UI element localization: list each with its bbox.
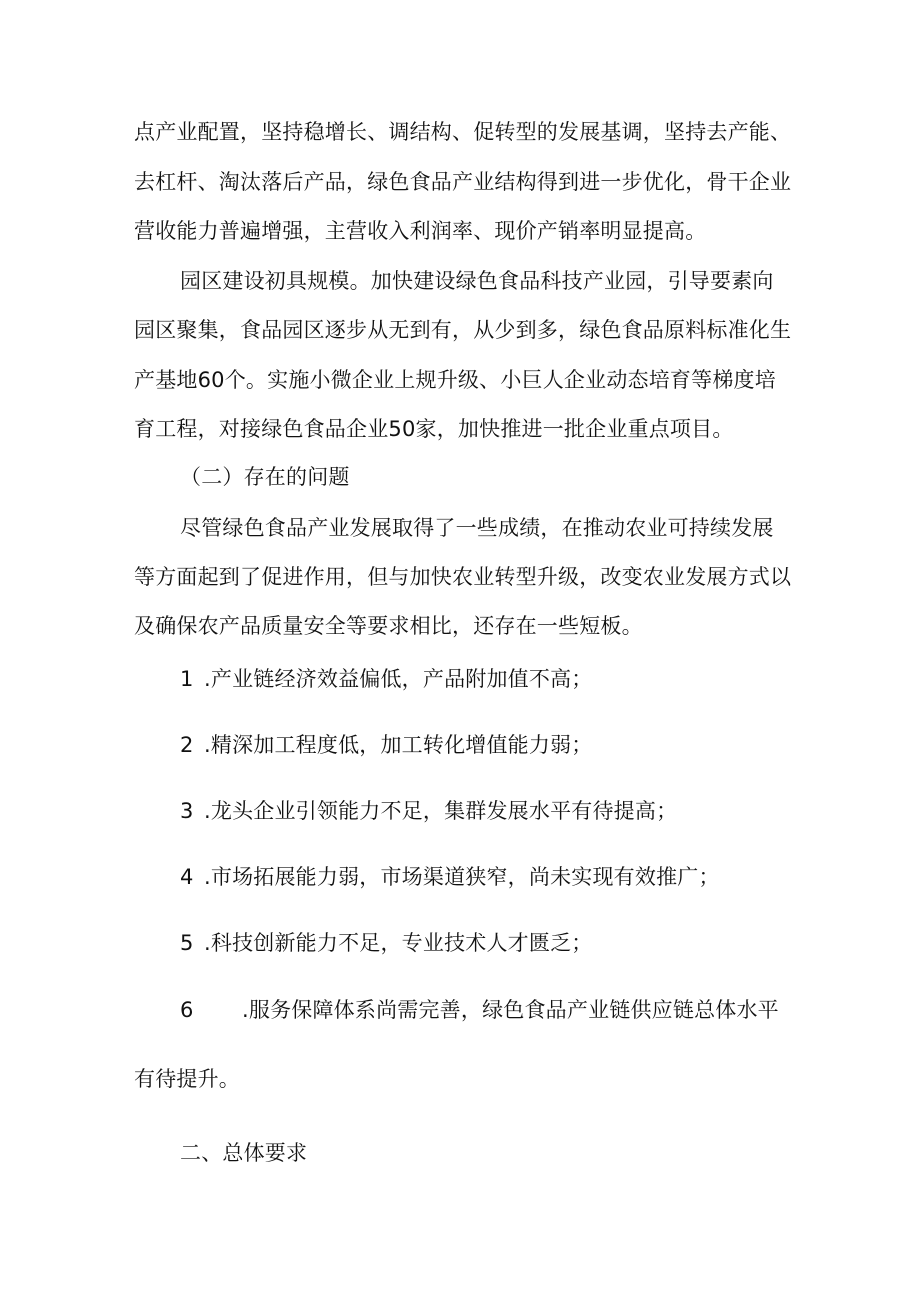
paragraph-2-line-3: 产基地60个。实施小微企业上规升级、小巨人企业动态培育等梯度培 — [134, 368, 776, 392]
issue-item-6 — [180, 995, 779, 1025]
paragraph-1-line-2: 去杠杆、淘汰落后产品，绿色食品产业结构得到进一步优化，骨干企业 — [134, 170, 792, 194]
issue-number: 2 — [180, 733, 194, 757]
issue-text: .精深加工程度低，加工转化增值能力弱； — [204, 733, 593, 757]
issue-item-4 — [180, 862, 720, 892]
paragraph-3-line-3: 及确保农产品质量安全等要求相比，还存在一些短板。 — [134, 614, 643, 638]
paragraph-1-line-3: 营收能力普遍增强，主营收入利润率、现价产销率明显提高。 — [134, 219, 707, 243]
paragraph-3-line-1: 尽管绿色食品产业发展取得了一些成绩，在推动农业可持续发展 — [180, 516, 774, 540]
paragraph-3-line-2: 等方面起到了促进作用，但与加快农业转型升级，改变农业发展方式以 — [134, 565, 792, 589]
paragraph-1-line-1: 点产业配置，坚持稳增长、调结构、促转型的发展基调，坚持去产能、 — [134, 120, 792, 144]
issue-number: 6 — [180, 998, 194, 1022]
issue-item-5 — [180, 928, 592, 958]
issue-text: .科技创新能力不足，专业技术人才匮乏； — [204, 931, 593, 955]
issue-text: .龙头企业引领能力不足，集群发展水平有待提高； — [204, 799, 678, 823]
issue-item-2 — [180, 730, 592, 760]
issue-number: 4 — [180, 865, 194, 889]
paragraph-2-line-2: 园区聚集，食品园区逐步从无到有，从少到多，绿色食品原料标准化生 — [134, 318, 792, 342]
issue-number: 1 — [180, 667, 194, 691]
issue-text: .市场拓展能力弱，市场渠道狭窄，尚未实现有效推广； — [204, 865, 720, 889]
paragraph-2-line-1: 园区建设初具规模。加快建设绿色食品科技产业园，引导要素向 — [180, 269, 774, 293]
issue-number: 5 — [180, 931, 194, 955]
issue-number: 3 — [180, 799, 194, 823]
section-heading: （二）存在的问题 — [180, 465, 350, 489]
issue-item-1 — [180, 664, 592, 694]
paragraph-2-line-4: 育工程，对接绿色食品企业50家，加快推进一批企业重点项目。 — [134, 417, 734, 441]
issue-text: .产业链经济效益偏低，产品附加值不高； — [204, 667, 593, 691]
issue-item-6-continuation: 有待提升。 — [134, 1067, 240, 1091]
issue-item-3 — [180, 796, 677, 826]
issue-text: .服务保障体系尚需完善，绿色食品产业链供应链总体水平 — [242, 998, 779, 1022]
chapter-heading: 二、总体要求 — [180, 1141, 308, 1165]
